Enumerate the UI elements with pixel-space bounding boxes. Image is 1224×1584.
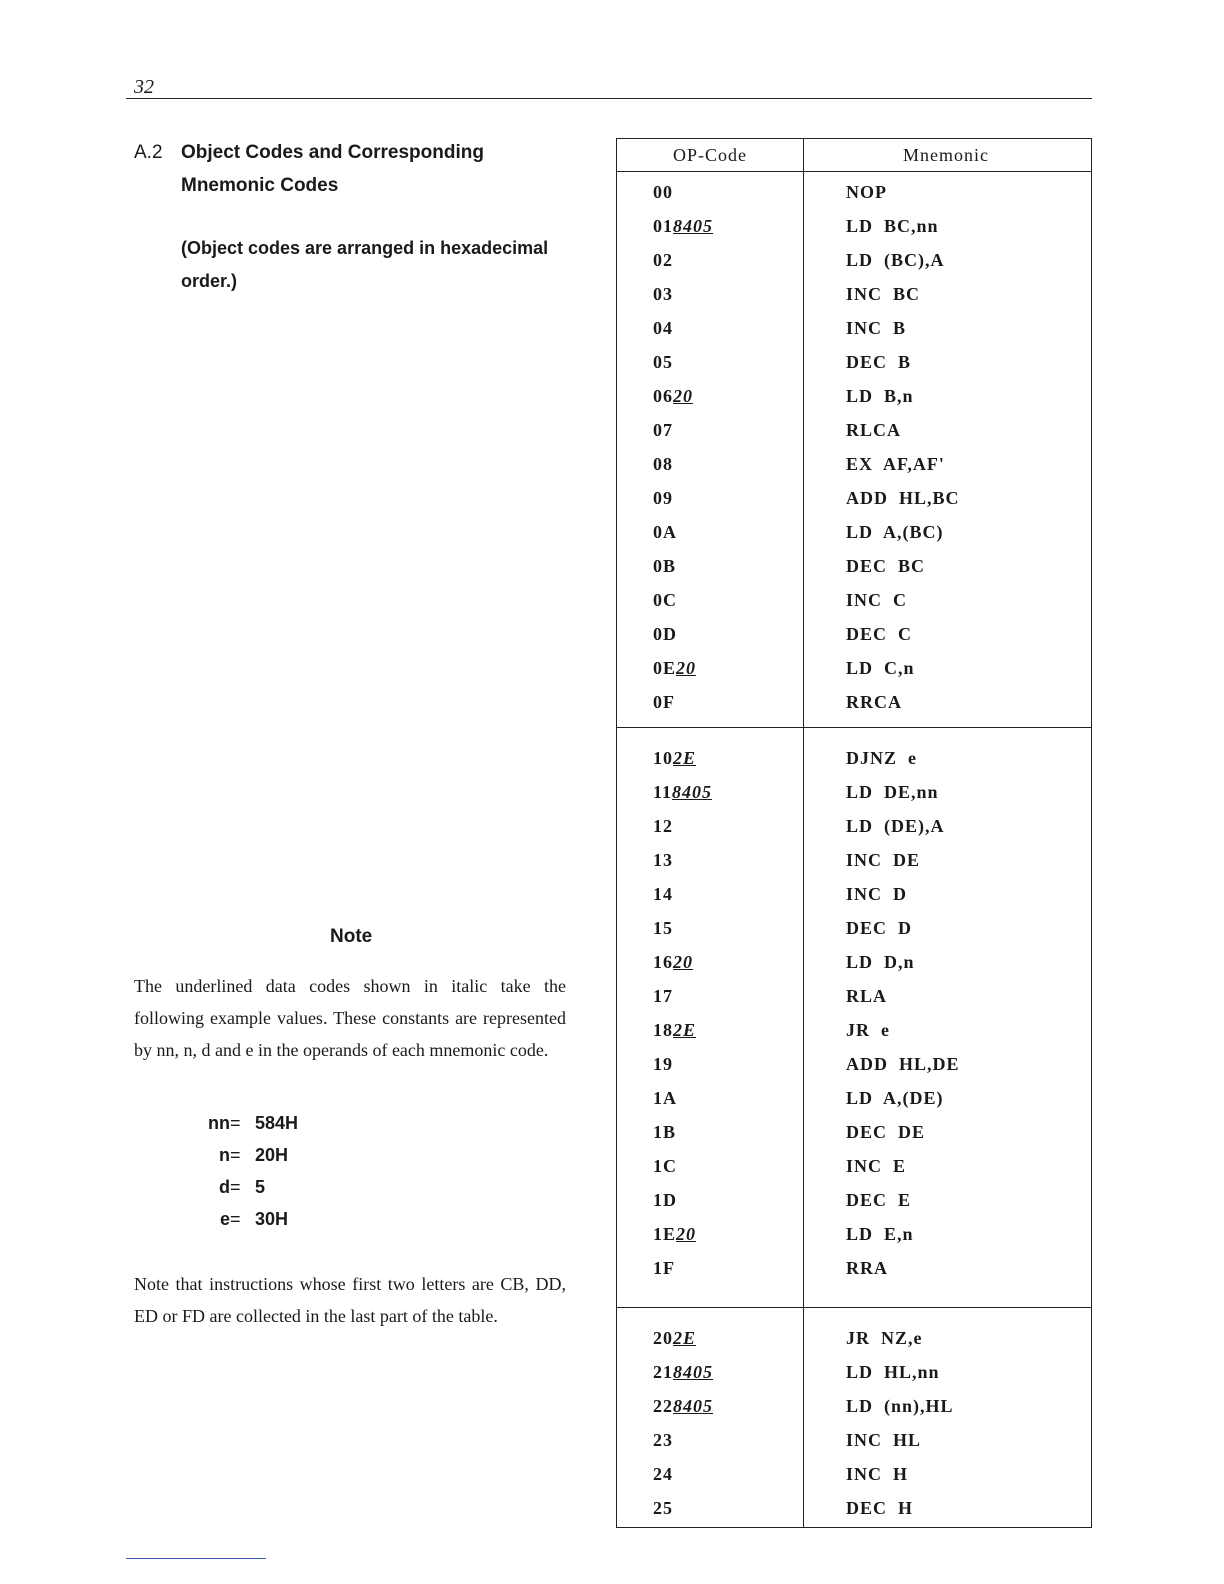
mnemonic-cell: LD B,n [846, 386, 914, 406]
mnemonic-cell: DEC D [846, 918, 913, 938]
opcode-cell [653, 952, 693, 973]
mnemonic-cell: DEC BC [846, 556, 926, 576]
table-row [617, 279, 1091, 313]
value-amount: 584H [255, 1113, 299, 1133]
mnemonic-cell: RLA [846, 986, 888, 1006]
opcode-prefix: 19 [653, 1054, 673, 1074]
mnemonic-cell: INC E [846, 1156, 907, 1176]
opcode-prefix: 01 [653, 216, 673, 236]
table-row [617, 585, 1091, 619]
mnemonic-cell: INC DE [846, 850, 921, 870]
table-row [617, 1459, 1091, 1493]
opcode-cell [653, 782, 712, 803]
opcode-prefix: 1F [653, 1258, 675, 1278]
table-row [617, 1357, 1091, 1391]
opcode-cell [653, 250, 673, 271]
value-row [195, 1139, 395, 1171]
opcode-prefix: 18 [653, 1020, 673, 1040]
opcode-cell [653, 1190, 677, 1211]
opcode-cell [653, 1464, 673, 1485]
opcode-cell [653, 1498, 673, 1519]
opcode-cell [653, 352, 673, 373]
mnemonic-cell: RLCA [846, 420, 902, 440]
table-row [617, 811, 1091, 845]
group-divider [617, 1307, 1091, 1308]
mnemonic-cell: LD C,n [846, 658, 915, 678]
value-equals: = [230, 1145, 241, 1165]
opcode-prefix: 16 [653, 952, 673, 972]
table-header [617, 139, 1091, 172]
mnemonic-cell: ADD HL,BC [846, 488, 960, 508]
opcode-data: 20 [673, 386, 693, 406]
header-mnemonic: Mnemonic [903, 145, 989, 165]
opcode-cell [653, 658, 696, 679]
table-row [617, 913, 1091, 947]
table-row [617, 245, 1091, 279]
header-rule [126, 98, 1092, 99]
mnemonic-cell: LD E,n [846, 1224, 914, 1244]
value-equals: = [230, 1209, 241, 1229]
value-equals: = [230, 1113, 241, 1133]
opcode-cell [653, 884, 673, 905]
table-row [617, 1391, 1091, 1425]
opcode-cell [653, 850, 673, 871]
opcode-cell [653, 624, 677, 645]
table-row [617, 1117, 1091, 1151]
opcode-data: 2E [673, 748, 697, 768]
opcode-data: 20 [673, 952, 693, 972]
table-row [617, 211, 1091, 245]
mnemonic-cell: LD A,(DE) [846, 1088, 944, 1108]
table-row [617, 947, 1091, 981]
opcode-prefix: 12 [653, 816, 673, 836]
mnemonic-cell: INC C [846, 590, 908, 610]
mnemonic-cell: DEC E [846, 1190, 912, 1210]
opcode-prefix: 0A [653, 522, 677, 542]
opcode-cell [653, 816, 673, 837]
opcode-cell [653, 590, 677, 611]
table-row [617, 1015, 1091, 1049]
opcode-cell [653, 454, 673, 475]
opcode-cell [653, 216, 713, 237]
example-values [195, 1107, 395, 1235]
section-number: A.2 [134, 142, 163, 163]
opcode-prefix: 0C [653, 590, 677, 610]
opcode-cell [653, 284, 673, 305]
table-row [617, 551, 1091, 585]
opcode-data: 20 [676, 1224, 697, 1244]
opcode-data: 8405 [673, 216, 713, 236]
opcode-data: 2E [673, 1328, 697, 1348]
opcode-cell [653, 1156, 677, 1177]
opcode-prefix: 24 [653, 1464, 673, 1484]
note-paragraph-2: Note that instructions whose first two letters are CB, DD, ED or FD are collected in the last part of the table. [134, 1274, 566, 1326]
section-subtitle: (Object codes are arranged in hexadecimal order.) [181, 238, 549, 291]
opcode-prefix: 21 [653, 1362, 673, 1382]
opcode-prefix: 0D [653, 624, 677, 644]
mnemonic-cell: LD DE,nn [846, 782, 939, 802]
value-amount: 20H [255, 1145, 289, 1165]
table-row [617, 313, 1091, 347]
opcode-prefix: 13 [653, 850, 673, 870]
table-row [617, 517, 1091, 551]
mnemonic-cell: LD (BC),A [846, 250, 945, 270]
table-row [617, 981, 1091, 1015]
opcode-cell [653, 386, 693, 407]
table-row [617, 1049, 1091, 1083]
value-symbol: n [219, 1145, 230, 1165]
value-amount: 5 [255, 1177, 266, 1197]
table-row [617, 743, 1091, 777]
opcode-prefix: 05 [653, 352, 673, 372]
table-row [617, 1425, 1091, 1459]
mnemonic-cell: LD (nn),HL [846, 1396, 954, 1416]
mnemonic-cell: INC H [846, 1464, 909, 1484]
mnemonic-cell: DEC H [846, 1498, 914, 1518]
opcode-prefix: 14 [653, 884, 673, 904]
opcode-prefix: 11 [653, 782, 673, 802]
opcode-prefix: 1E [653, 1224, 677, 1244]
opcode-prefix: 25 [653, 1498, 673, 1518]
opcode-cell [653, 182, 673, 203]
mnemonic-cell: DJNZ e [846, 748, 917, 768]
opcode-cell [653, 692, 675, 713]
opcode-prefix: 1A [653, 1088, 677, 1108]
value-equals: = [230, 1177, 241, 1197]
table-row [617, 1083, 1091, 1117]
value-symbol: nn [208, 1113, 230, 1133]
opcode-data: 8405 [673, 1362, 713, 1382]
opcode-cell [653, 1258, 675, 1279]
opcode-prefix: 06 [653, 386, 673, 406]
table-row [617, 687, 1091, 721]
note-paragraph: The underlined data codes shown in italic take the following example values. These constants are represented by nn, n, d and e in the operands of each mnemonic code. [134, 976, 566, 1060]
table-row [617, 347, 1091, 381]
opcode-cell [653, 1088, 677, 1109]
value-amount: 30H [255, 1209, 289, 1229]
opcode-prefix: 02 [653, 250, 673, 270]
mnemonic-cell: ADD HL,DE [846, 1054, 960, 1074]
opcode-table [616, 138, 1092, 1528]
opcode-prefix: 22 [653, 1396, 673, 1416]
value-row [195, 1203, 395, 1235]
opcode-cell [653, 1362, 713, 1383]
table-row [617, 381, 1091, 415]
mnemonic-cell: DEC B [846, 352, 912, 372]
opcode-cell [653, 1020, 696, 1041]
opcode-data: 8405 [672, 782, 713, 802]
opcode-cell [653, 420, 673, 441]
header-opcode: OP-Code [673, 145, 747, 165]
mnemonic-cell: JR e [846, 1020, 890, 1040]
table-row [617, 415, 1091, 449]
mnemonic-cell: NOP [846, 182, 887, 202]
mnemonic-cell: LD D,n [846, 952, 915, 972]
opcode-cell [653, 318, 673, 339]
opcode-data: 2E [673, 1020, 697, 1040]
opcode-prefix: 1B [653, 1122, 677, 1142]
table-row [617, 1323, 1091, 1357]
opcode-cell [653, 522, 677, 543]
table-row [617, 483, 1091, 517]
table-row [617, 1219, 1091, 1253]
mnemonic-cell: DEC DE [846, 1122, 926, 1142]
opcode-cell [653, 1122, 676, 1143]
mnemonic-cell: RRA [846, 1258, 888, 1278]
mnemonic-cell: JR NZ,e [846, 1328, 923, 1348]
opcode-prefix: 0B [653, 556, 677, 576]
mnemonic-cell: LD (DE),A [846, 816, 945, 836]
page-number: 32 [134, 76, 154, 98]
opcode-prefix: 17 [653, 986, 673, 1006]
group-divider [617, 727, 1091, 728]
mnemonic-cell: EX AF,AF' [846, 454, 945, 474]
opcode-data: 8405 [673, 1396, 713, 1416]
opcode-prefix: 20 [653, 1328, 673, 1348]
opcode-cell [653, 918, 673, 939]
opcode-prefix: 03 [653, 284, 673, 304]
opcode-cell [653, 1396, 713, 1417]
opcode-prefix: 1C [653, 1156, 677, 1176]
opcode-prefix: 08 [653, 454, 673, 474]
table-row [617, 777, 1091, 811]
value-row [195, 1171, 395, 1203]
footer-rule [126, 1558, 266, 1559]
opcode-prefix: 04 [653, 318, 673, 338]
opcode-prefix: 1D [653, 1190, 677, 1210]
opcode-data: 20 [676, 658, 697, 678]
opcode-prefix: 23 [653, 1430, 673, 1450]
opcode-prefix: 09 [653, 488, 673, 508]
table-row [617, 845, 1091, 879]
mnemonic-cell: RRCA [846, 692, 902, 712]
opcode-prefix: 00 [653, 182, 673, 202]
value-row [195, 1107, 395, 1139]
table-row [617, 1253, 1091, 1287]
opcode-cell [653, 1224, 696, 1245]
table-row [617, 449, 1091, 483]
opcode-prefix: 0F [653, 692, 675, 712]
mnemonic-cell: LD A,(BC) [846, 522, 944, 542]
table-row [617, 177, 1091, 211]
opcode-cell [653, 556, 676, 577]
section-title: Object Codes and Corresponding Mnemonic Codes [181, 142, 484, 196]
table-row [617, 619, 1091, 653]
opcode-prefix: 0E [653, 658, 677, 678]
mnemonic-cell: DEC C [846, 624, 913, 644]
opcode-cell [653, 488, 673, 509]
mnemonic-cell: LD BC,nn [846, 216, 939, 236]
mnemonic-cell: INC BC [846, 284, 921, 304]
opcode-cell [653, 748, 696, 769]
table-row [617, 653, 1091, 687]
note-heading: Note [330, 926, 373, 947]
opcode-prefix: 10 [653, 748, 673, 768]
mnemonic-cell: INC D [846, 884, 908, 904]
opcode-cell [653, 1430, 673, 1451]
mnemonic-cell: INC HL [846, 1430, 922, 1450]
table-row [617, 1151, 1091, 1185]
opcode-cell [653, 1328, 696, 1349]
table-row [617, 1185, 1091, 1219]
value-symbol: e [219, 1209, 230, 1229]
opcode-prefix: 07 [653, 420, 673, 440]
mnemonic-cell: INC B [846, 318, 907, 338]
table-row [617, 879, 1091, 913]
opcode-cell [653, 986, 673, 1007]
opcode-cell [653, 1054, 673, 1075]
mnemonic-cell: LD HL,nn [846, 1362, 940, 1382]
opcode-prefix: 15 [653, 918, 673, 938]
table-row [617, 1493, 1091, 1527]
value-symbol: d [219, 1177, 230, 1197]
